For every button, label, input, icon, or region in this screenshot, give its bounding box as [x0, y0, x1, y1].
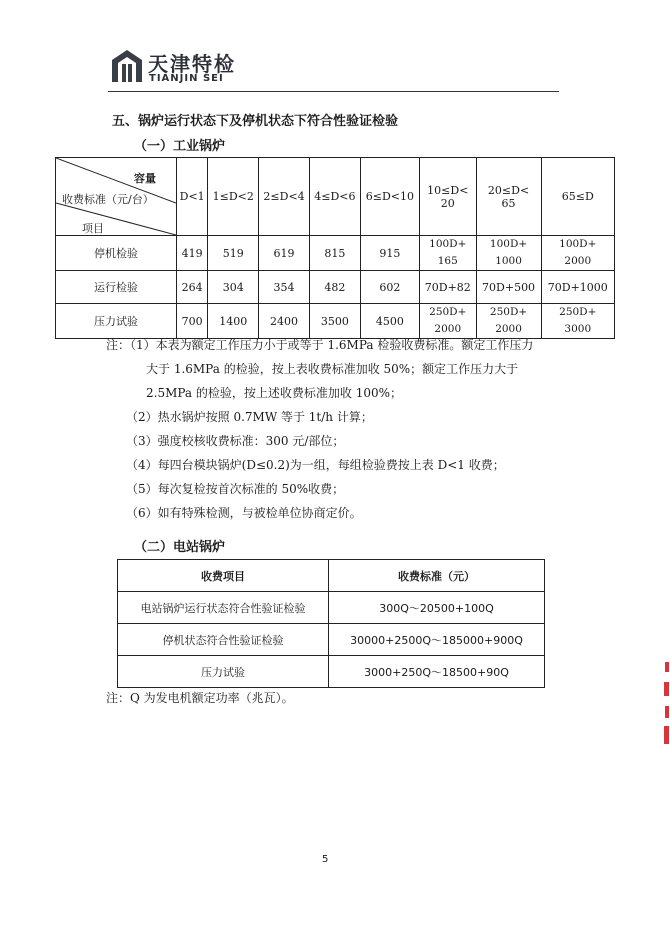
table-row	[118, 592, 545, 624]
table-cell: 250D+ 2000	[420, 304, 477, 339]
table-cell: 2400	[259, 304, 310, 339]
diagonal-header-cell	[56, 158, 177, 236]
row-label-shutdown-inspection: 停机检验	[56, 236, 177, 271]
column-header: 2≤D<4	[259, 158, 310, 236]
row-label-operation-inspection: 运行检验	[56, 271, 177, 304]
power-footnote: 注：Q 为发电机额定功率（兆瓦）。	[106, 691, 294, 705]
row-label-pressure-test: 压力试验	[56, 304, 177, 339]
industrial-notes	[106, 333, 576, 525]
table-cell: 250D+ 2000	[476, 304, 541, 339]
table-cell: 815	[309, 236, 360, 271]
table-cell: 1400	[208, 304, 259, 339]
power-boiler-subtitle: （二）电站锅炉	[134, 540, 226, 555]
table-cell: 停机状态符合性验证检验	[118, 624, 329, 656]
table-cell: 100D+ 2000	[541, 236, 614, 271]
industrial-boiler-subtitle: （一）工业锅炉	[134, 139, 226, 154]
capacity-label: 容量	[134, 172, 156, 185]
table-cell: 压力试验	[118, 656, 329, 688]
column-header: 65≤D	[541, 158, 614, 236]
table-header-row	[56, 158, 615, 236]
column-header: 10≤D< 20	[420, 158, 477, 236]
table-cell: 250D+ 3000	[541, 304, 614, 339]
table-header-row	[118, 560, 545, 592]
column-header: 收费标准（元）	[329, 560, 545, 592]
section-title: 五、锅炉运行状态下及停机状态下符合性验证检验	[112, 114, 399, 129]
note-line: （6）如有特殊检测，与被检单位协商定价。	[126, 506, 362, 520]
table-cell: 70D+82	[420, 271, 477, 304]
note-line: 2.5MPa 的检验，按上述收费标准加收 100%；	[146, 386, 402, 400]
table-cell: 100D+ 165	[420, 236, 477, 271]
table-cell: 70D+500	[476, 271, 541, 304]
logo-text-en: TIANJIN SEI	[149, 73, 224, 84]
column-header: 1≤D<2	[208, 158, 259, 236]
table-cell: 419	[177, 236, 208, 271]
industrial-boiler-fee-table	[55, 157, 615, 339]
table-cell: 602	[360, 271, 419, 304]
table-row	[56, 271, 615, 304]
column-header: D<1	[177, 158, 208, 236]
column-header: 收费项目	[118, 560, 329, 592]
table-row	[118, 624, 545, 656]
table-cell: 700	[177, 304, 208, 339]
note-line: 大于 1.6MPa 的检验，按上表收费标准加收 50%；额定工作压力大于	[146, 362, 519, 376]
table-cell: 70D+1000	[541, 271, 614, 304]
table-cell: 619	[259, 236, 310, 271]
table-cell: 100D+ 1000	[476, 236, 541, 271]
item-label: 项目	[82, 222, 104, 235]
table-cell: 915	[360, 236, 419, 271]
column-header: 4≤D<6	[309, 158, 360, 236]
note-line: 注：（1）本表为额定工作压力小于或等于 1.6MPa 检验收费标准。额定工作压力	[106, 338, 534, 352]
note-line: （3）强度校核收费标准：300 元/部位；	[126, 434, 345, 448]
table-row	[118, 656, 545, 688]
table-cell: 519	[208, 236, 259, 271]
table-cell: 4500	[360, 304, 419, 339]
column-header: 6≤D<10	[360, 158, 419, 236]
note-line: （4）每四台模块锅炉(D≤0.2)为一组，每组检验费按上表 D<1 收费；	[126, 458, 505, 472]
table-cell: 354	[259, 271, 310, 304]
table-cell: 3500	[309, 304, 360, 339]
table-cell: 304	[208, 271, 259, 304]
table-cell: 482	[309, 271, 360, 304]
table-cell: 300Q～20500+100Q	[329, 592, 545, 624]
note-line: （2）热水锅炉按照 0.7MW 等于 1t/h 计算；	[126, 410, 373, 424]
table-cell: 264	[177, 271, 208, 304]
fee-standard-label: 收费标准（元/台）	[62, 193, 154, 206]
page-number: 5	[322, 854, 329, 865]
logo-mark-icon	[110, 46, 144, 84]
company-logo	[110, 46, 236, 88]
table-cell: 电站锅炉运行状态符合性验证检验	[118, 592, 329, 624]
seal-fragment-icon	[662, 660, 670, 750]
table-cell: 3000+250Q～18500+90Q	[329, 656, 545, 688]
table-row	[56, 236, 615, 271]
power-boiler-fee-table	[117, 559, 545, 688]
table-cell: 30000+2500Q～185000+900Q	[329, 624, 545, 656]
note-line: （5）每次复检按首次标准的 50%收费；	[126, 482, 345, 496]
header-divider	[108, 91, 559, 92]
logo-text-cn: 天津特检	[148, 52, 236, 76]
column-header: 20≤D< 65	[476, 158, 541, 236]
